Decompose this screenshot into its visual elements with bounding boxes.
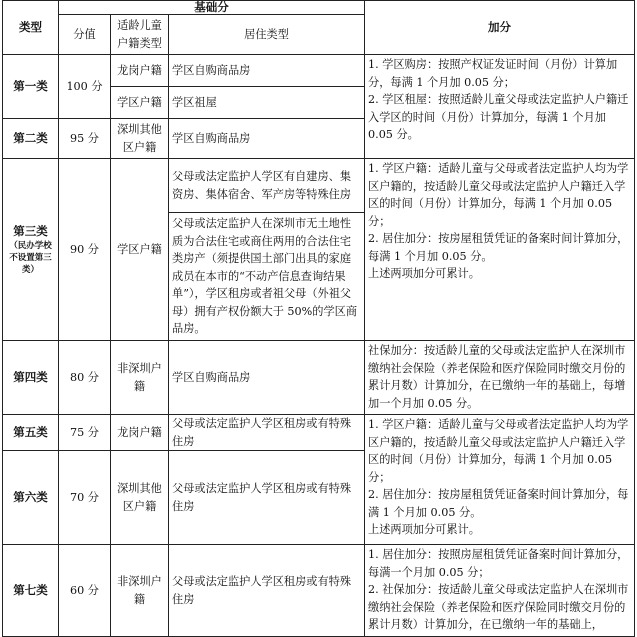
score-7: 60 分 [59, 545, 111, 637]
bonus-5-6 [365, 415, 635, 545]
category-1: 第一类 [3, 55, 59, 119]
bonus-line: 1. 学区户籍：适龄儿童与父母或者法定监护人均为学区户籍的，按适龄儿童父母或法定监护人户籍迁入学区的时间（月份）计算加分，每满 1 个月加 0.05 分； [368, 418, 629, 484]
bonus-line: 社保加分：按适龄儿童的父母或法定监护人在深圳市缴纳社会保险（养老保险和医疗保险同时缴交月份的累计月数）计算加分，在已缴纳一年的基础上，每增加一个月加 0.05 分。 [368, 344, 626, 410]
residence-1a: 学区自购商品房 [169, 55, 365, 87]
residence-3b: 父母或法定监护人在深圳市无土地性质为合法住宅或商住两用的合法住宅类房产（须提供国土部门出具的家庭成员在本市的“不动产信息查询结果单”），学区租房或者祖父母（外祖父母）拥有产权份额大于 50%的学区商品房。 [169, 213, 365, 341]
category-3-label: 第三类 [13, 223, 48, 238]
residence-1b: 学区祖屋 [169, 87, 365, 119]
hukou-1a: 龙岗户籍 [111, 55, 169, 87]
header-basic-score: 基础分 [59, 1, 365, 15]
category-6: 第六类 [3, 451, 59, 545]
bonus-line: 上述两项加分可累计。 [368, 523, 480, 536]
hukou-2: 深圳其他区户籍 [111, 119, 169, 159]
hukou-3: 学区户籍 [111, 159, 169, 341]
category-3 [3, 159, 59, 341]
bonus-7 [365, 545, 635, 637]
residence-3a: 父母或法定监护人学区有自建房、集资房、集体宿舍、军产房等特殊住房 [169, 159, 365, 213]
score-2: 95 分 [59, 119, 111, 159]
bonus-1-2 [365, 55, 635, 159]
hukou-5: 龙岗户籍 [111, 415, 169, 451]
bonus-3 [365, 159, 635, 341]
bonus-line: 1. 学区购房：按照产权证发证时间（月份）计算加分，每满 1 个月加 0.05 分； [368, 58, 618, 89]
bonus-line: 2. 社保加分：按适龄儿童父母或法定监护人在深圳市缴纳社会保险（养老保险和医疗保险同时缴交月份的累计月数）计算加分，在已缴纳一年的基础上， [368, 583, 629, 631]
residence-5: 父母或法定监护人学区租房或有特殊住房 [169, 415, 365, 451]
hukou-6: 深圳其他区户籍 [111, 451, 169, 545]
score-6: 70 分 [59, 451, 111, 545]
score-5: 75 分 [59, 415, 111, 451]
hukou-7: 非深圳户籍 [111, 545, 169, 637]
header-type: 类型 [3, 1, 59, 55]
residence-2: 学区自购商品房 [169, 119, 365, 159]
bonus-line: 1. 居住加分：按照房屋租赁凭证备案时间计算加分，每满一个月加 0.05 分； [368, 548, 629, 579]
hukou-4: 非深圳户籍 [111, 341, 169, 415]
category-5: 第五类 [3, 415, 59, 451]
category-7: 第七类 [3, 545, 59, 637]
category-3-note: （民办学校不设置第三类） [9, 241, 52, 276]
bonus-line: 2. 学区租屋：按照适龄儿童父母或法定监护人户籍迁入学区的时间（月份）计算加分，每满 1 个月加 0.05 分。 [368, 93, 629, 141]
bonus-line: 2. 居住加分：按房屋租赁凭证的备案时间计算加分，每满 1 个月加 0.05 分。 [368, 232, 629, 263]
hukou-1b: 学区户籍 [111, 87, 169, 119]
residence-4: 学区自购商品房 [169, 341, 365, 415]
header-bonus: 加分 [365, 1, 635, 55]
bonus-line: 上述两项加分可累计。 [368, 267, 480, 280]
bonus-line: 2. 居住加分：按房屋租赁凭证备案时间计算加分，每满 1 个月加 0.05 分。 [368, 488, 629, 519]
bonus-line: 1. 学区户籍：适龄儿童与父母或者法定监护人均为学区户籍的，按适龄儿童父母或法定监护人户籍迁入学区的时间（月份）计算加分，每满 1 个月加 0.05 分； [368, 162, 629, 228]
header-residence-type: 居住类型 [169, 15, 365, 55]
residence-6: 父母或法定监护人学区租房或有特殊住房 [169, 451, 365, 545]
residence-7: 父母或法定监护人学区租房或有特殊住房 [169, 545, 365, 637]
score-4: 80 分 [59, 341, 111, 415]
category-4: 第四类 [3, 341, 59, 415]
score-1: 100 分 [59, 55, 111, 119]
category-2: 第二类 [3, 119, 59, 159]
bonus-4 [365, 341, 635, 415]
score-3: 90 分 [59, 159, 111, 341]
header-hukou-type: 适龄儿童户籍类型 [111, 15, 169, 55]
admission-score-table [2, 0, 635, 637]
header-score: 分值 [59, 15, 111, 55]
